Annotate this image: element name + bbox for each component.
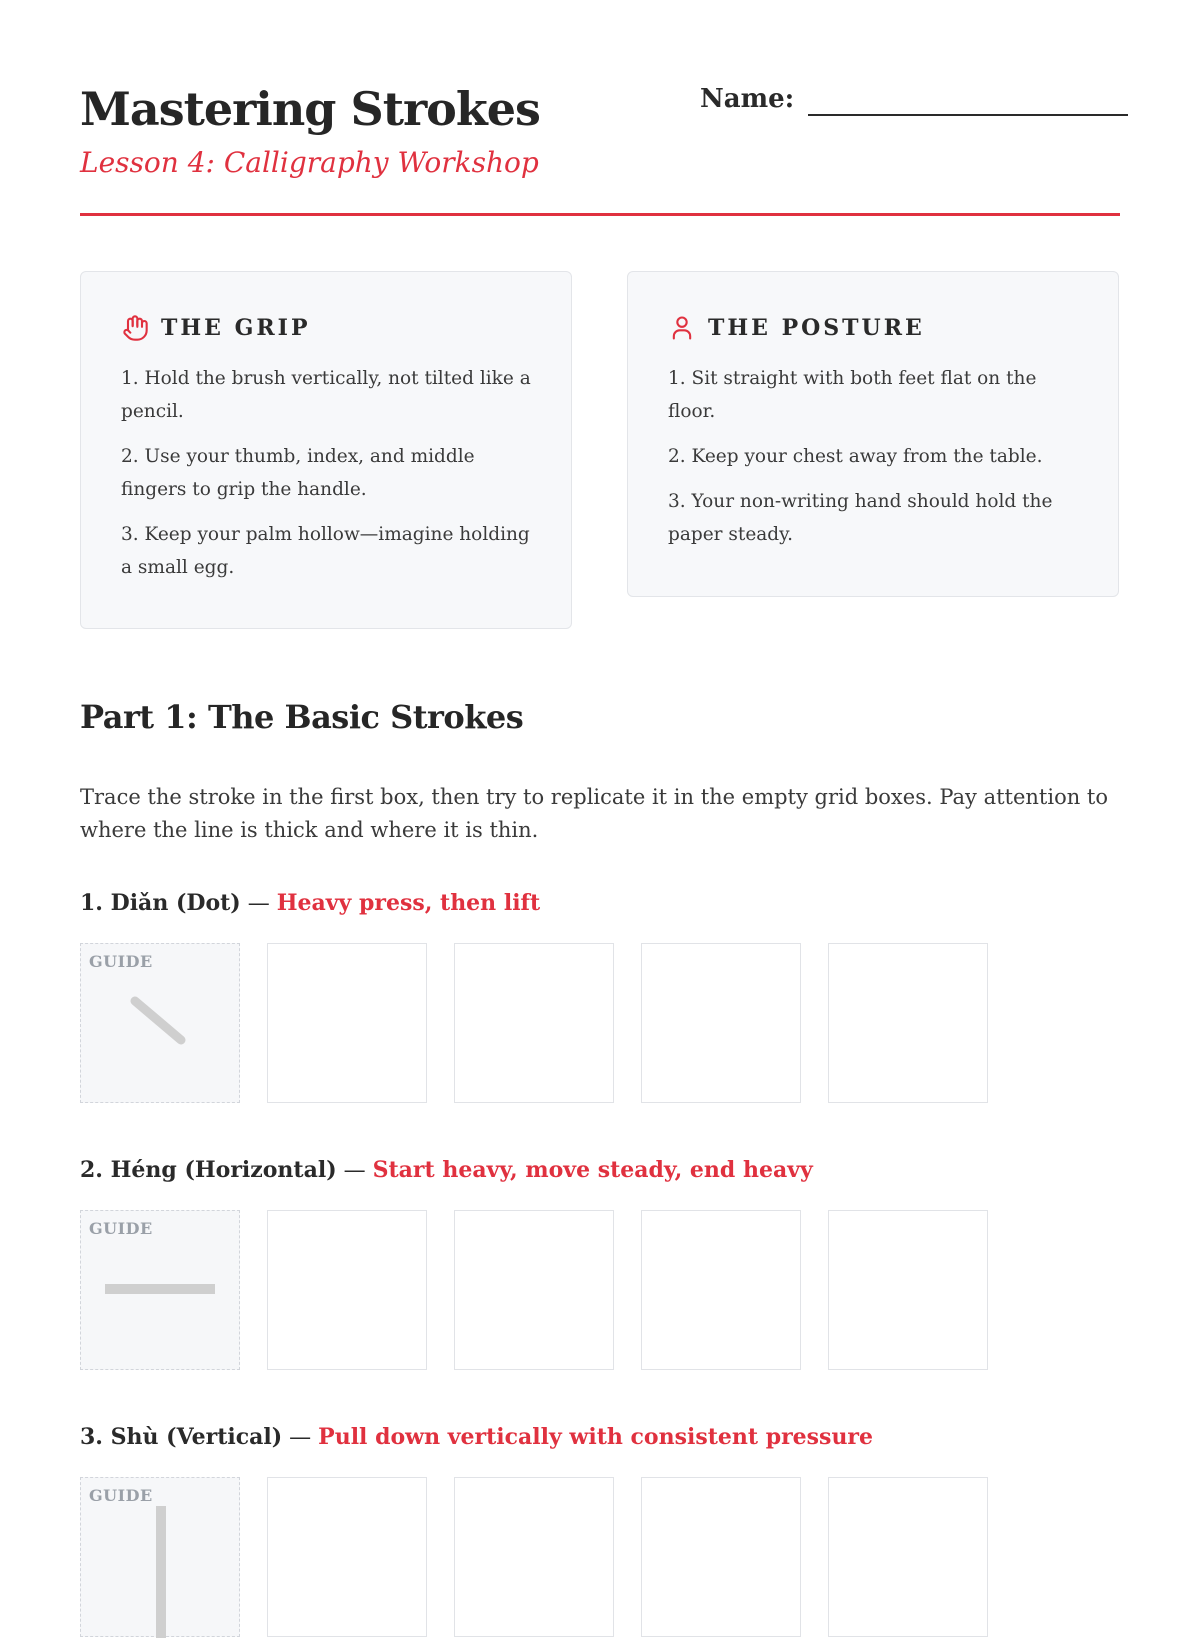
practice-box[interactable] [641,1210,801,1370]
practice-box[interactable] [454,943,614,1103]
practice-box[interactable] [267,1477,427,1637]
stroke-heading-vertical [80,1424,873,1450]
stroke-heading-dot [80,890,540,916]
stroke-name: 1. Diǎn (Dot) [80,890,241,916]
practice-box[interactable] [454,1477,614,1637]
section-instructions: Trace the stroke in the first box, then try to replicate it in the empty grid boxes. Pay attention to where the line is thick and where it is thin. [80,785,1109,842]
guide-label: GUIDE [89,1219,153,1238]
practice-box[interactable] [641,943,801,1103]
stroke-tip: Heavy press, then lift [276,890,541,916]
practice-box[interactable] [267,943,427,1103]
list-item: 1. Hold the brush vertically, not tilted like a pencil. [121,368,531,422]
guide-box [80,1477,240,1637]
guide-label: GUIDE [89,952,153,971]
practice-row-vertical [80,1477,1120,1637]
list-item: 3. Keep your palm hollow—imagine holding a small egg. [121,524,530,578]
practice-row-dot [80,943,1120,1103]
grip-card [80,271,572,629]
stroke-separator: — [240,891,277,916]
stroke-name: 2. Héng (Horizontal) [80,1157,337,1183]
horizontal-stroke-guide [81,1211,241,1371]
stroke-separator: — [336,1158,373,1183]
name-input-line[interactable] [808,114,1128,116]
stroke-name: 3. Shù (Vertical) [80,1424,283,1450]
guide-box [80,943,240,1103]
posture-card [627,271,1119,597]
practice-box[interactable] [828,1210,988,1370]
stroke-tip: Pull down vertically with consistent pressure [318,1424,874,1450]
grip-card-title: THE GRIP [161,315,311,341]
stroke-separator: — [282,1425,319,1450]
practice-row-horizontal [80,1210,1120,1370]
grip-list [121,362,531,584]
posture-list [668,362,1078,551]
practice-box[interactable] [828,1477,988,1637]
page-subtitle: Lesson 4: Calligraphy Workshop [80,146,539,179]
dot-stroke-guide [81,944,241,1104]
guide-box [80,1210,240,1370]
stroke-heading-horizontal [80,1157,813,1183]
hand-icon [121,314,149,342]
list-item: 2. Keep your chest away from the table. [668,446,1043,467]
grip-card-header [121,314,531,342]
stroke-tip: Start heavy, move steady, end heavy [372,1157,813,1183]
posture-card-header [668,314,1078,342]
guide-label: GUIDE [89,1486,153,1505]
header-divider [80,213,1120,216]
list-item: 2. Use your thumb, index, and middle fingers to grip the handle. [121,446,475,500]
page-title: Mastering Strokes [80,82,540,136]
practice-box[interactable] [454,1210,614,1370]
practice-box[interactable] [641,1477,801,1637]
section-title: Part 1: The Basic Strokes [80,698,524,736]
practice-box[interactable] [828,943,988,1103]
name-field-group [700,84,1128,114]
worksheet-page [80,0,1120,1600]
name-label: Name: [700,84,795,114]
posture-card-title: THE POSTURE [708,315,925,341]
list-item: 3. Your non-writing hand should hold the paper steady. [668,491,1053,545]
person-icon [668,314,696,342]
vertical-stroke-guide [81,1478,241,1638]
practice-box[interactable] [267,1210,427,1370]
list-item: 1. Sit straight with both feet flat on the floor. [668,368,1037,422]
